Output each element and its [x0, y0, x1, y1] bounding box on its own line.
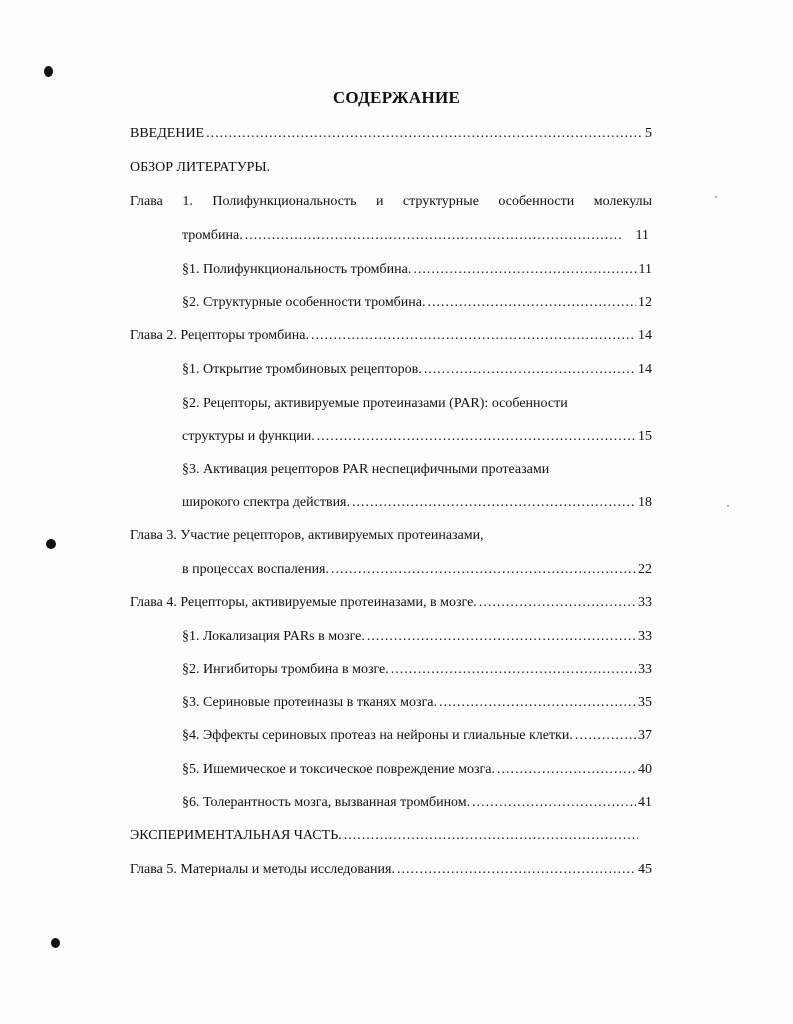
toc-entry-page: 40 — [638, 762, 652, 777]
toc-entry-page: 33 — [638, 595, 652, 610]
toc-entry-text: структуры и функции. — [182, 429, 315, 444]
toc-entry — [130, 527, 652, 545]
toc-entry-text: ОБЗОР ЛИТЕРАТУРЫ. — [130, 160, 271, 175]
toc-entry — [182, 428, 652, 446]
toc-entry-page: 33 — [638, 629, 652, 644]
toc-entry-text: Глава 2. Рецепторы тромбина. — [130, 328, 309, 343]
toc-entry-page: 14 — [638, 328, 652, 343]
toc-entry-page: 41 — [638, 795, 652, 810]
toc-entry-text: тромбина. — [182, 228, 243, 243]
toc-entry-text: §2. Структурные особенности тромбина. — [182, 295, 426, 310]
toc-entry-page: 45 — [638, 862, 652, 877]
toc-entry-page: 14 — [638, 362, 652, 377]
scan-speck — [46, 539, 56, 549]
toc-entry — [130, 125, 652, 143]
toc-entry-page: 5 — [645, 126, 652, 141]
scan-speck — [44, 66, 53, 77]
leader-dots — [413, 261, 636, 279]
toc-entry-text: §3. Активация рецепторов PAR неспецифичными протеазами — [182, 462, 550, 477]
toc-entry — [182, 628, 652, 646]
toc-entry-page: 35 — [638, 695, 652, 710]
toc-entry-text: ВВЕДЕНИЕ — [130, 126, 205, 141]
toc-entry-text: §2. Рецепторы, активируемые протеиназами (PAR): особенности — [182, 396, 568, 411]
toc-entry-text: ЭКСПЕРИМЕНТАЛЬНАЯ ЧАСТЬ. — [130, 828, 342, 843]
toc-entry — [182, 761, 652, 779]
toc-entry-page: 37 — [638, 728, 652, 743]
toc-entry — [130, 193, 652, 211]
toc-entry — [182, 727, 652, 745]
toc-entry-page: 11 — [635, 228, 649, 243]
toc-entry — [182, 794, 652, 812]
toc-entry-page: 33 — [638, 662, 652, 677]
toc-entry-page: 12 — [638, 295, 652, 310]
toc-entry — [182, 227, 649, 245]
leader-dots — [317, 428, 636, 446]
toc-entry-page: 11 — [638, 262, 652, 277]
leader-dots — [575, 727, 636, 745]
toc-entry — [130, 861, 652, 879]
toc-entry — [182, 461, 652, 479]
toc-entry-page: 18 — [638, 495, 652, 510]
leader-dots — [352, 494, 636, 512]
leader-dots — [245, 227, 622, 245]
toc-entry-text: §2. Ингибиторы тромбина в мозге. — [182, 662, 389, 677]
leader-dots — [367, 628, 636, 646]
leader-dots — [424, 361, 636, 379]
toc-entry — [182, 561, 652, 579]
leader-dots — [479, 594, 636, 612]
toc-entry-text: §1. Открытие тромбиновых рецепторов. — [182, 362, 422, 377]
leader-dots — [344, 827, 638, 845]
leader-dots — [439, 694, 636, 712]
toc-entry-text: §6. Толерантность мозга, вызванная тромбином. — [182, 795, 471, 810]
leader-dots — [428, 294, 637, 312]
toc-entry-text: §3. Сериновые протеиназы в тканях мозга. — [182, 695, 438, 710]
toc-entry — [182, 494, 652, 512]
leader-dots — [497, 761, 636, 779]
toc-entry-text: в процессах воспаления. — [182, 562, 329, 577]
toc-entry-text: §1. Полифункциональность тромбина. — [182, 262, 412, 277]
toc-section-heading — [130, 159, 652, 177]
leader-dots — [206, 125, 643, 143]
toc-entry-text: §1. Локализация PARs в мозге. — [182, 629, 365, 644]
page-title: СОДЕРЖАНИЕ — [332, 88, 461, 107]
toc-entry — [182, 395, 652, 413]
scan-speck — [51, 938, 60, 948]
leader-dots — [311, 327, 636, 345]
toc-entry — [130, 327, 652, 345]
leader-dots — [331, 561, 636, 579]
toc-entry-text: Глава 4. Рецепторы, активируемые протеиназами, в мозге. — [130, 595, 477, 610]
leader-dots — [397, 861, 636, 879]
toc-entry-text: Глава 1. Полифункциональность и структурные особенности молекулы — [130, 194, 652, 209]
toc-entry — [182, 694, 652, 712]
toc-entry-text: широкого спектра действия. — [182, 495, 350, 510]
leader-dots — [391, 661, 636, 679]
scan-speck — [715, 196, 717, 198]
toc-entry-text: Глава 3. Участие рецепторов, активируемых протеиназами, — [130, 528, 484, 543]
toc-entry-text: §5. Ишемическое и токсическое повреждение мозга. — [182, 762, 495, 777]
toc-entry-text: §4. Эффекты сериновых протеаз на нейроны и глиальные клетки. — [182, 728, 573, 743]
toc-entry — [130, 594, 652, 612]
toc-entry — [182, 261, 652, 279]
toc-entry-page: 15 — [638, 429, 652, 444]
toc-entry — [182, 294, 652, 312]
toc-entry — [182, 361, 652, 379]
toc-section-heading — [130, 827, 640, 845]
toc-entry-text: Глава 5. Материалы и методы исследования. — [130, 862, 395, 877]
leader-dots — [472, 794, 636, 812]
toc-entry-page: 22 — [638, 562, 652, 577]
scan-speck — [727, 505, 729, 507]
toc-entry — [182, 661, 652, 679]
